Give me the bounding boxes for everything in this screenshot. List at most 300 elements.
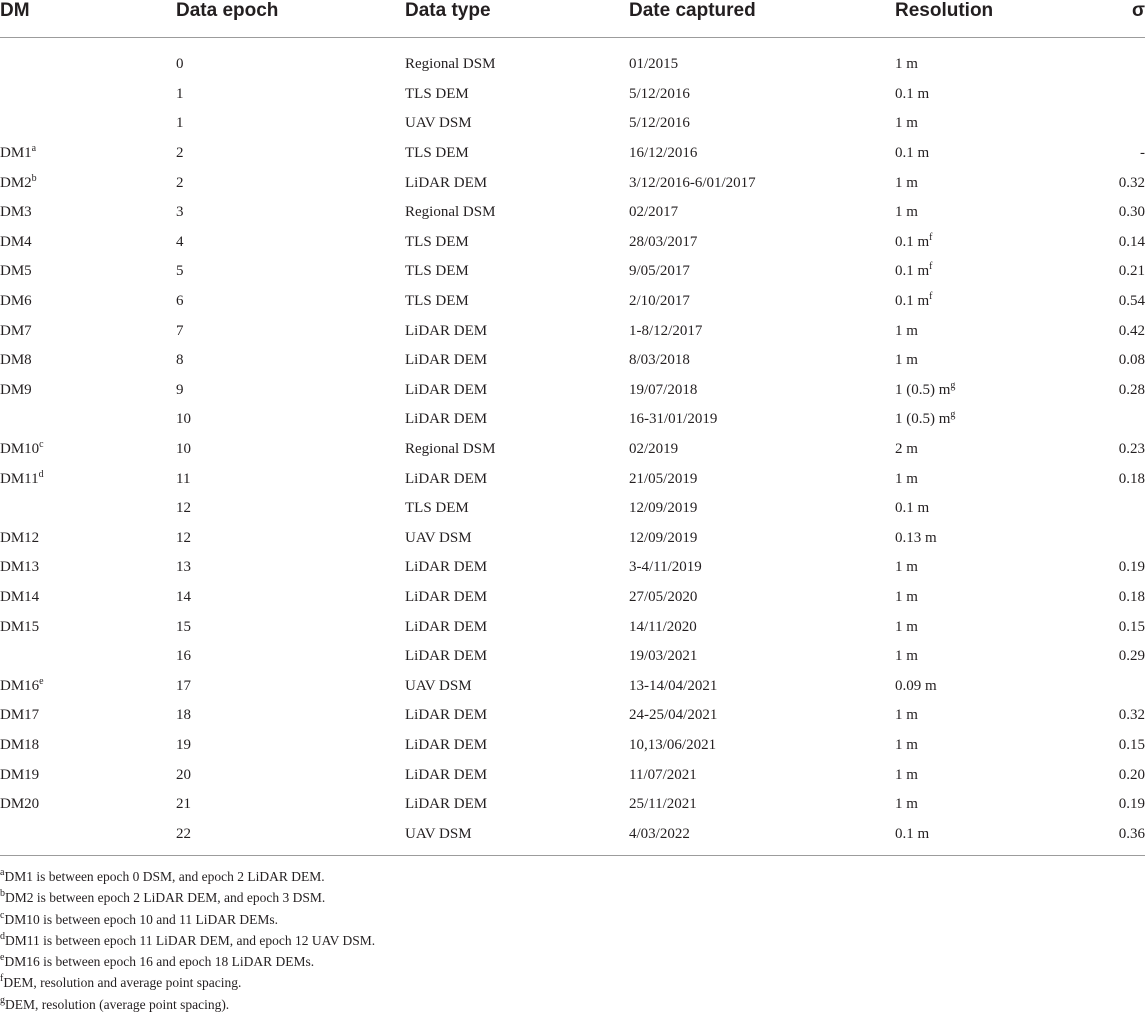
cell-type [405,38,629,80]
cell-dm [0,139,176,169]
cell-epoch-text: 11 [176,470,191,487]
cell-type-text: TLS DEM [405,500,469,517]
cell-sigma-text: 0.54 [1118,293,1145,310]
cell-epoch-text: 7 [176,322,184,339]
cell-sigma [1100,790,1145,820]
cell-date [629,553,895,583]
cell-sigma-text: 0.15 [1118,618,1145,635]
cell-resolution-text: 0.1 m [895,263,930,280]
cell-resolution [895,346,1100,376]
cell-dm [0,790,176,820]
cell-date-text: 3-4/11/2019 [629,559,702,576]
cell-epoch-text: 5 [176,263,184,280]
cell-type-text: LiDAR DEM [405,322,488,339]
cell-date [629,760,895,790]
cell-type [405,524,629,554]
cell-epoch-text: 10 [176,411,191,428]
cell-date-text: 13-14/04/2021 [629,677,718,694]
cell-dm [0,198,176,228]
cell-sigma [1100,287,1145,317]
cell-epoch-text: 17 [176,677,191,694]
cell-resolution-text: 0.1 m [895,233,930,250]
cell-epoch [176,168,405,198]
footnote-text: DM11 is between epoch 11 LiDAR DEM, and epoch 12 UAV DSM. [5,932,376,948]
cell-dm [0,287,176,317]
cell-resolution [895,80,1100,110]
cell-resolution-text: 1 m [895,766,918,783]
cell-resolution [895,38,1100,80]
cell-type-text: UAV DSM [405,529,472,546]
cell-resolution-text: 0.1 m [895,825,930,842]
cell-resolution-text: 0.09 m [895,677,937,694]
cell-date-text: 02/2019 [629,441,679,458]
cell-sigma [1100,346,1145,376]
cell-epoch-text: 8 [176,352,184,369]
cell-date-text: 01/2015 [629,56,679,73]
cell-dm-text: DM6 [0,293,32,310]
cell-epoch [176,731,405,761]
cell-resolution [895,494,1100,524]
cell-date [629,464,895,494]
cell-sigma [1100,524,1145,554]
cell-dm-text: DM8 [0,352,32,369]
cell-type-text: TLS DEM [405,145,469,162]
cell-date [629,819,895,855]
footnote-text: DM16 is between epoch 16 and epoch 18 LiDAR DEMs. [4,954,315,970]
cell-resolution-text: 1 m [895,352,918,369]
cell-epoch [176,642,405,672]
cell-epoch-text: 2 [176,145,184,162]
cell-resolution-text: 0.1 m [895,500,930,517]
cell-sigma [1100,139,1145,169]
cell-epoch [176,494,405,524]
cell-epoch-text: 10 [176,441,191,458]
cell-sigma-text: 0.32 [1118,707,1145,724]
table-row [0,405,1145,435]
cell-epoch [176,38,405,80]
cell-dm-text: DM14 [0,588,40,605]
cell-type [405,80,629,110]
cell-sigma-text: 0.19 [1118,559,1145,576]
cell-resolution [895,790,1100,820]
cell-resolution [895,464,1100,494]
cell-type [405,731,629,761]
cell-resolution-text: 1 m [895,618,918,635]
cell-date [629,109,895,139]
cell-type [405,790,629,820]
cell-sigma-text: 0.30 [1118,204,1145,221]
cell-date [629,583,895,613]
cell-resolution [895,376,1100,406]
cell-resolution-text: 1 m [895,796,918,813]
cell-dm [0,612,176,642]
cell-resolution [895,198,1100,228]
cell-epoch [176,257,405,287]
cell-dm-footnote-mark: b [31,172,37,184]
cell-epoch [176,790,405,820]
cell-epoch-text: 19 [176,736,191,753]
cell-resolution-text: 1 m [895,115,918,132]
cell-type-text: TLS DEM [405,85,469,102]
cell-sigma [1100,435,1145,465]
cell-resolution [895,701,1100,731]
cell-dm [0,405,176,435]
table-row [0,731,1145,761]
cell-type [405,435,629,465]
cell-type [405,464,629,494]
cell-dm [0,671,176,701]
cell-date [629,642,895,672]
cell-date [629,80,895,110]
cell-date [629,790,895,820]
cell-date-text: 27/05/2020 [629,588,698,605]
footnote-text: DEM, resolution (average point spacing). [5,996,230,1012]
cell-resolution [895,257,1100,287]
cell-date-text: 2/10/2017 [629,293,690,310]
cell-resolution [895,228,1100,258]
header-row [0,0,1145,38]
cell-resolution-footnote-mark: g [950,409,956,421]
cell-sigma-text: 0.28 [1118,381,1145,398]
cell-dm [0,80,176,110]
cell-date [629,168,895,198]
cell-date [629,435,895,465]
cell-dm-text: DM16 [0,677,40,694]
cell-date-text: 19/03/2021 [629,648,698,665]
cell-sigma [1100,38,1145,80]
cell-date [629,405,895,435]
table-row [0,228,1145,258]
footnote [0,994,375,1015]
table-row [0,819,1145,855]
table-row [0,583,1145,613]
footnote-mark: g [0,994,5,1006]
cell-epoch [176,435,405,465]
cell-dm [0,257,176,287]
cell-resolution-text: 1 m [895,736,918,753]
cell-date [629,287,895,317]
cell-dm-text: DM9 [0,381,32,398]
cell-type [405,701,629,731]
cell-date [629,228,895,258]
header-data-type: Data type [405,0,491,21]
cell-resolution [895,819,1100,855]
cell-date [629,257,895,287]
cell-date-text: 19/07/2018 [629,381,698,398]
cell-resolution-text: 1 m [895,204,918,221]
cell-dm [0,316,176,346]
cell-type-text: LiDAR DEM [405,559,488,576]
cell-resolution [895,553,1100,583]
cell-dm [0,38,176,80]
cell-type-text: LiDAR DEM [405,174,488,191]
cell-sigma [1100,376,1145,406]
cell-dm-text: DM19 [0,766,40,783]
cell-dm [0,435,176,465]
cell-resolution-text: 1 m [895,648,918,665]
cell-epoch-text: 1 [176,115,184,132]
cell-sigma-text: - [1140,145,1145,162]
cell-type-text: LiDAR DEM [405,766,488,783]
table-row [0,316,1145,346]
cell-sigma-text: 0.23 [1118,441,1145,458]
cell-type-text: LiDAR DEM [405,796,488,813]
cell-sigma [1100,583,1145,613]
table-row [0,760,1145,790]
header-sigma: σ [1132,0,1145,21]
cell-resolution-text: 0.1 m [895,293,930,310]
cell-dm-footnote-mark: e [39,675,44,687]
cell-date-text: 1-8/12/2017 [629,322,703,339]
footnote-mark: a [0,867,5,878]
cell-dm [0,819,176,855]
cell-type-text: UAV DSM [405,825,472,842]
cell-resolution-footnote-mark: f [929,231,933,243]
cell-date [629,38,895,80]
header-dm: DM [0,0,30,21]
cell-type [405,287,629,317]
cell-dm [0,109,176,139]
cell-epoch [176,405,405,435]
cell-epoch-text: 2 [176,174,184,191]
footnote [0,951,375,972]
cell-date-text: 4/03/2022 [629,825,690,842]
cell-type [405,819,629,855]
cell-dm-text: DM11 [0,470,39,487]
cell-type-text: LiDAR DEM [405,707,488,724]
cell-sigma-text: 0.19 [1118,796,1145,813]
cell-epoch [176,524,405,554]
cell-date [629,524,895,554]
cell-epoch-text: 12 [176,529,191,546]
cell-date [629,671,895,701]
cell-type [405,612,629,642]
table-row [0,790,1145,820]
cell-dm [0,464,176,494]
cell-date-text: 11/07/2021 [629,766,697,783]
cell-epoch-text: 13 [176,559,191,576]
table-row [0,701,1145,731]
table-row [0,642,1145,672]
cell-dm [0,524,176,554]
cell-sigma-text: 0.21 [1118,263,1145,280]
cell-type-text: LiDAR DEM [405,736,488,753]
cell-dm-footnote-mark: a [31,143,37,155]
cell-epoch [176,612,405,642]
table-row [0,671,1145,701]
cell-type [405,583,629,613]
footnotes [0,866,375,1015]
footnote-text: DM2 is between epoch 2 LiDAR DEM, and epoch 3 DSM. [5,890,326,906]
footnote [0,866,375,887]
cell-sigma [1100,316,1145,346]
cell-resolution-footnote-mark: f [929,291,933,303]
cell-sigma [1100,257,1145,287]
cell-dm-footnote-mark: d [38,468,44,480]
cell-sigma-text: 0.14 [1118,233,1145,250]
table-row [0,38,1145,80]
cell-epoch-text: 21 [176,796,191,813]
cell-epoch-text: 22 [176,825,191,842]
cell-resolution-text: 1 m [895,470,918,487]
cell-sigma-text: 0.32 [1118,174,1145,191]
cell-date-text: 24-25/04/2021 [629,707,718,724]
cell-resolution-text: 1 m [895,56,918,73]
cell-dm [0,376,176,406]
cell-type-text: UAV DSM [405,115,472,132]
cell-resolution [895,642,1100,672]
cell-sigma [1100,405,1145,435]
header-date-captured: Date captured [629,0,756,21]
cell-type [405,553,629,583]
cell-date-text: 14/11/2020 [629,618,697,635]
cell-resolution-text: 1 m [895,707,918,724]
cell-type [405,168,629,198]
cell-type-text: LiDAR DEM [405,618,488,635]
cell-dm [0,731,176,761]
cell-type-text: Regional DSM [405,56,496,73]
cell-date-text: 5/12/2016 [629,85,690,102]
cell-sigma [1100,80,1145,110]
cell-resolution-text: 1 m [895,322,918,339]
cell-resolution-text: 1 m [895,559,918,576]
cell-dm [0,228,176,258]
cell-type-text: Regional DSM [405,441,496,458]
cell-sigma [1100,464,1145,494]
cell-type-text: LiDAR DEM [405,648,488,665]
header-resolution: Resolution [895,0,994,21]
cell-sigma [1100,198,1145,228]
cell-dm-text: DM3 [0,204,32,221]
cell-dm [0,642,176,672]
table-row [0,435,1145,465]
cell-type-text: TLS DEM [405,293,469,310]
cell-sigma [1100,494,1145,524]
cell-epoch-text: 16 [176,648,191,665]
cell-sigma-text: 0.20 [1118,766,1145,783]
cell-epoch [176,671,405,701]
footnote-mark: e [0,952,5,964]
cell-type-text: UAV DSM [405,677,472,694]
cell-date [629,494,895,524]
cell-type [405,494,629,524]
cell-sigma-text: 0.29 [1118,648,1145,665]
cell-type [405,642,629,672]
cell-date-text: 5/12/2016 [629,115,690,132]
table-row [0,524,1145,554]
cell-resolution [895,524,1100,554]
table-row [0,612,1145,642]
cell-type [405,405,629,435]
cell-date [629,731,895,761]
cell-epoch [176,819,405,855]
cell-resolution-text: 1 m [895,588,918,605]
cell-resolution [895,405,1100,435]
cell-date [629,346,895,376]
cell-type-text: TLS DEM [405,233,469,250]
cell-sigma-text: 0.36 [1118,825,1145,842]
header-data-epoch: Data epoch [176,0,279,21]
cell-epoch-text: 20 [176,766,191,783]
cell-epoch-text: 18 [176,707,191,724]
cell-resolution [895,139,1100,169]
cell-resolution [895,287,1100,317]
cell-dm-text: DM12 [0,529,40,546]
cell-epoch [176,583,405,613]
cell-resolution-text: 1 (0.5) m [895,381,951,398]
footnote-mark: d [0,930,5,942]
footnote-mark: c [0,909,5,921]
cell-resolution-footnote-mark: g [950,379,956,391]
cell-dm [0,168,176,198]
cell-type-text: LiDAR DEM [405,411,488,428]
cell-dm [0,553,176,583]
cell-dm-text: DM18 [0,736,40,753]
cell-dm [0,701,176,731]
cell-epoch-text: 6 [176,293,184,310]
cell-dm-text: DM2 [0,174,32,191]
cell-type-text: LiDAR DEM [405,470,488,487]
cell-date [629,701,895,731]
cell-dm-text: DM10 [0,441,40,458]
table-row [0,80,1145,110]
cell-type [405,257,629,287]
cell-type [405,760,629,790]
cell-epoch [176,198,405,228]
cell-dm-text: DM4 [0,233,32,250]
cell-epoch-text: 9 [176,381,184,398]
cell-date [629,139,895,169]
cell-type-text: TLS DEM [405,263,469,280]
cell-type [405,228,629,258]
footnote [0,909,375,930]
cell-type [405,346,629,376]
cell-type [405,376,629,406]
cell-epoch-text: 15 [176,618,191,635]
cell-sigma-text: 0.15 [1118,736,1145,753]
cell-sigma-text: 0.08 [1118,352,1145,369]
cell-date-text: 16-31/01/2019 [629,411,718,428]
cell-epoch-text: 4 [176,233,184,250]
cell-epoch [176,287,405,317]
cell-type [405,671,629,701]
cell-epoch-text: 12 [176,500,191,517]
footnote-text: DM10 is between epoch 10 and 11 LiDAR DEMs. [4,911,279,927]
cell-resolution [895,731,1100,761]
cell-resolution [895,612,1100,642]
table-row [0,287,1145,317]
cell-sigma-text: 0.42 [1118,322,1145,339]
cell-resolution-footnote-mark: f [929,261,933,273]
footnote [0,972,375,993]
cell-resolution [895,583,1100,613]
cell-dm-text: DM5 [0,263,32,280]
cell-dm [0,760,176,790]
cell-date-text: 9/05/2017 [629,263,690,280]
cell-type [405,109,629,139]
cell-date [629,612,895,642]
cell-sigma [1100,168,1145,198]
cell-epoch-text: 3 [176,204,184,221]
cell-resolution-text: 0.1 m [895,85,930,102]
cell-sigma [1100,228,1145,258]
footnote-text: DM1 is between epoch 0 DSM, and epoch 2 LiDAR DEM. [4,869,325,884]
cell-dm [0,346,176,376]
cell-sigma [1100,553,1145,583]
cell-type [405,139,629,169]
cell-sigma [1100,109,1145,139]
cell-date-text: 12/09/2019 [629,529,698,546]
